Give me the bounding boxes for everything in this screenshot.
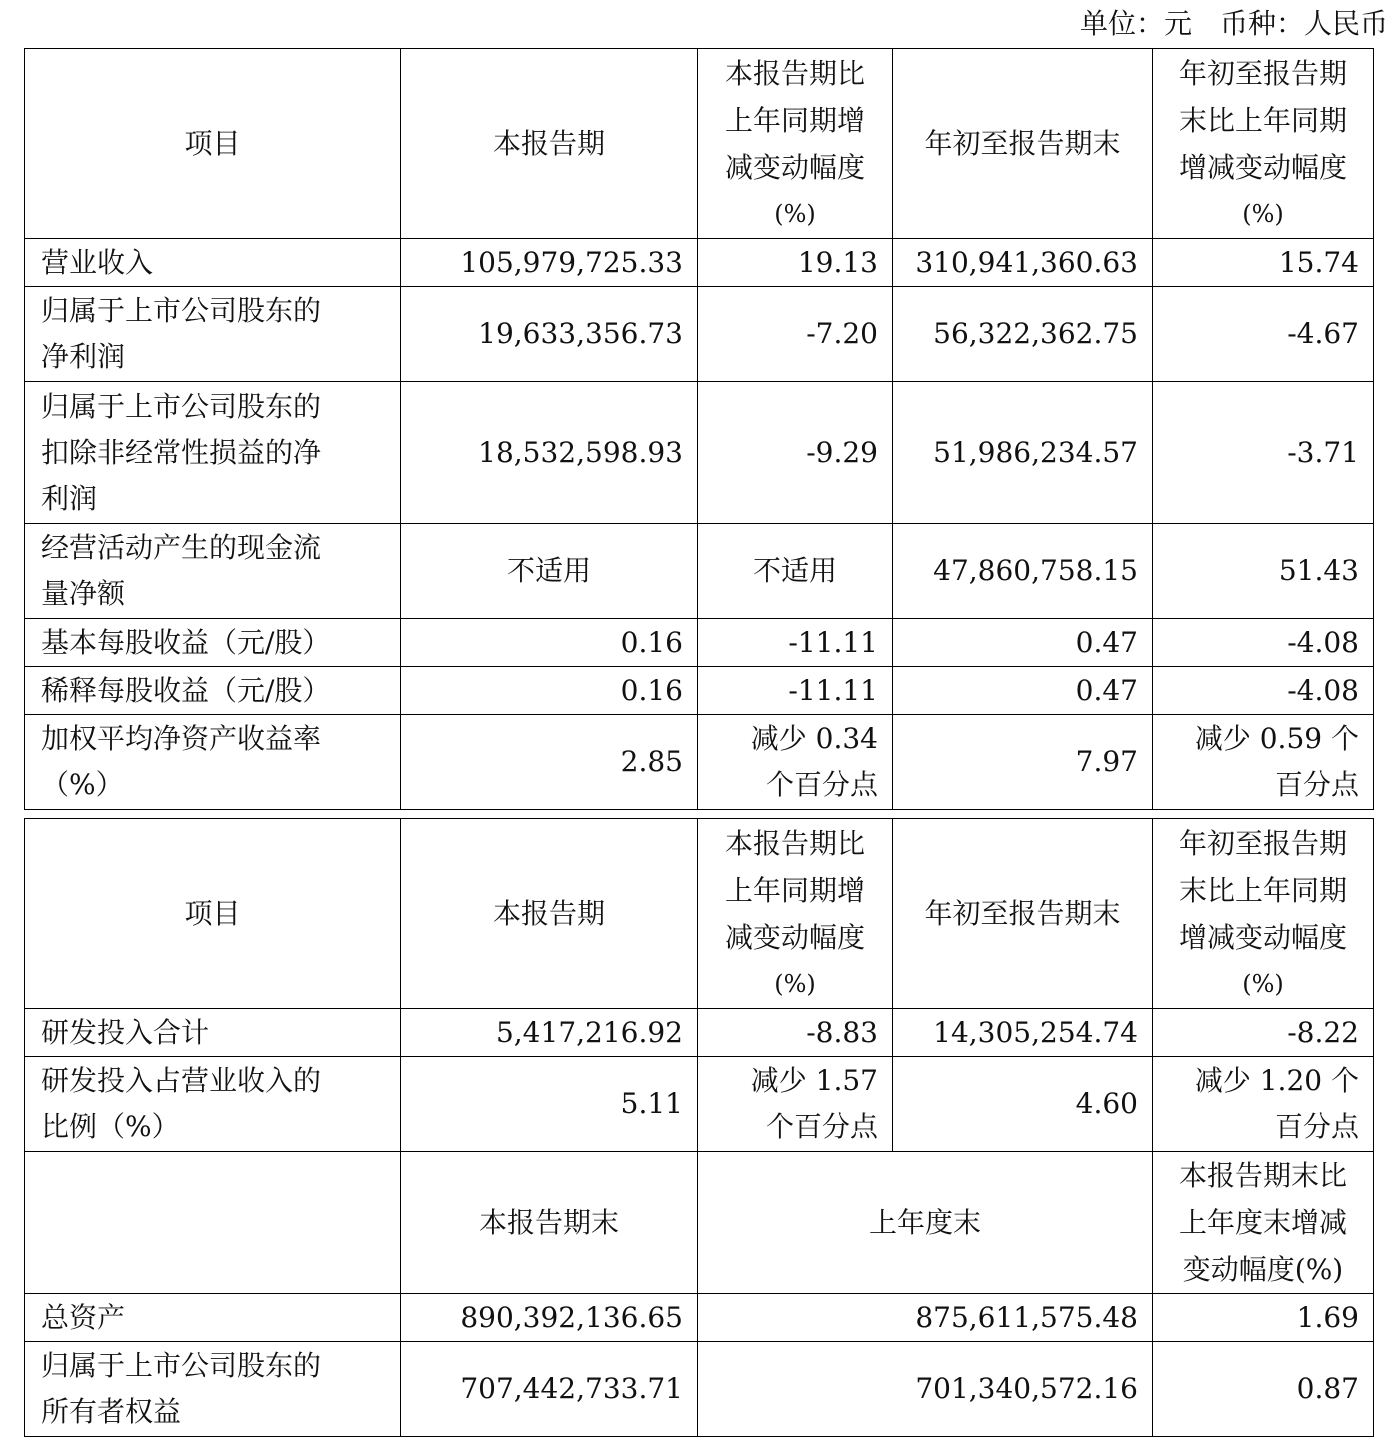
table-row xyxy=(25,1009,1374,1057)
cell-line: 本报告期末比 xyxy=(1178,1159,1347,1192)
current-value xyxy=(401,667,698,715)
cell-value: 本报告期末 xyxy=(478,1206,619,1239)
cell-value: 51,986,234.57 xyxy=(933,435,1138,469)
cell-value: 0.87 xyxy=(1296,1372,1359,1405)
cell-value: 不适用 xyxy=(506,554,591,587)
cell-value: 0.16 xyxy=(620,625,683,659)
ytd-change-value xyxy=(1153,1057,1374,1152)
ytd-change-value xyxy=(1153,715,1374,810)
cell-value: 2.85 xyxy=(620,745,683,778)
ytd-value xyxy=(893,715,1153,810)
unit-currency-note: 单位：元 币种：人民币 xyxy=(1079,7,1388,40)
header-period-end xyxy=(401,1152,698,1294)
cell-line: -8.22 xyxy=(1287,1015,1359,1049)
cell-value: 上年度末 xyxy=(868,1206,981,1239)
cell-line: -4.67 xyxy=(1287,317,1359,350)
current-value xyxy=(401,287,698,382)
cell-line: 归属于上市公司股东的 xyxy=(41,1349,322,1382)
cell-line: 稀释每股收益（元/股） xyxy=(41,673,331,707)
row-label xyxy=(25,382,401,524)
header-prior-year-end xyxy=(698,1152,1153,1294)
cell-line: 归属于上市公司股东的 xyxy=(41,294,322,327)
balance-header-row xyxy=(25,1152,1374,1294)
cell-line: 量净额 xyxy=(41,577,126,610)
row-label xyxy=(25,287,401,382)
cell-value: 0.47 xyxy=(1075,625,1138,659)
cell-value: 1.69 xyxy=(1296,1300,1359,1334)
header-change xyxy=(698,819,893,1009)
cell-line: 年初至报告期 xyxy=(1178,826,1347,860)
header-ytd-change xyxy=(1153,49,1374,239)
cell-line: (%) xyxy=(774,199,816,228)
ytd-value xyxy=(893,619,1153,667)
cell-line: 归属于上市公司股东的 xyxy=(41,389,322,423)
table-row xyxy=(25,667,1374,715)
cell-line: 个百分点 xyxy=(765,768,878,801)
row-label xyxy=(25,715,401,810)
cell-line: 利润 xyxy=(41,481,98,515)
cell-value: 310,941,360.63 xyxy=(915,245,1138,279)
cell-line: 减变动幅度 xyxy=(724,150,865,184)
balance-row xyxy=(25,1342,1374,1437)
current-value xyxy=(401,1009,698,1057)
ytd-value xyxy=(893,239,1153,287)
cell-line: -8.83 xyxy=(806,1015,878,1049)
header-balance-change xyxy=(1153,1152,1374,1294)
cell-line: -9.29 xyxy=(806,435,878,469)
table-row xyxy=(25,715,1374,810)
cell-line: 上年度末增减 xyxy=(1178,1206,1347,1239)
cell-line: 所有者权益 xyxy=(41,1395,182,1428)
cell-value: 875,611,575.48 xyxy=(915,1300,1138,1334)
key-financials-table xyxy=(24,48,1374,810)
cell-line: 上年同期增 xyxy=(724,103,865,137)
cell-line: (%) xyxy=(1242,199,1284,228)
cell-line: 扣除非经常性损益的净 xyxy=(41,435,322,469)
header-row xyxy=(25,819,1374,1009)
cell-line: 本报告期比 xyxy=(724,56,865,90)
cell-value: 5.11 xyxy=(620,1087,683,1120)
row-label xyxy=(25,1294,401,1342)
ytd-change-value xyxy=(1153,239,1374,287)
header-ytd xyxy=(893,819,1153,1009)
cell-value: 项目 xyxy=(184,897,241,930)
row-label xyxy=(25,239,401,287)
cell-line: 减少 1.20 个 xyxy=(1194,1064,1359,1097)
cell-value: 年初至报告期末 xyxy=(924,897,1121,930)
ytd-change-value xyxy=(1153,524,1374,619)
table-row xyxy=(25,382,1374,524)
cell-line: 51.43 xyxy=(1278,554,1359,587)
change-value xyxy=(698,715,893,810)
ytd-change-value xyxy=(1153,287,1374,382)
cell-line: 百分点 xyxy=(1274,1110,1359,1143)
table-row xyxy=(25,619,1374,667)
row-label xyxy=(25,1057,401,1152)
period-end-value xyxy=(401,1342,698,1437)
change-value xyxy=(698,239,893,287)
cell-value: 项目 xyxy=(184,127,241,160)
current-value xyxy=(401,1057,698,1152)
cell-line: 19.13 xyxy=(797,245,878,279)
cell-value: 0.47 xyxy=(1075,673,1138,707)
current-value xyxy=(401,239,698,287)
cell-line: 个百分点 xyxy=(765,1110,878,1143)
prior-year-end-value xyxy=(698,1294,1153,1342)
cell-line: （%） xyxy=(41,768,124,801)
cell-value: 707,442,733.71 xyxy=(460,1372,683,1405)
cell-value: 47,860,758.15 xyxy=(933,554,1138,587)
cell-line: 经营活动产生的现金流 xyxy=(41,531,322,564)
cell-line: 总资产 xyxy=(41,1300,126,1334)
table-row xyxy=(25,287,1374,382)
cell-line: 15.74 xyxy=(1278,245,1359,279)
ytd-change-value xyxy=(1153,619,1374,667)
cell-line: 加权平均净资产收益率 xyxy=(41,722,322,755)
prior-year-end-value xyxy=(698,1342,1153,1437)
cell-line: 研发投入占营业收入的 xyxy=(41,1064,322,1097)
cell-line: (%) xyxy=(774,969,816,998)
header-change xyxy=(698,49,893,239)
cell-value: 4.60 xyxy=(1075,1087,1138,1120)
header-item xyxy=(25,819,401,1009)
ytd-value xyxy=(893,1057,1153,1152)
ytd-value xyxy=(893,1009,1153,1057)
ytd-value xyxy=(893,667,1153,715)
ytd-value xyxy=(893,382,1153,524)
cell-value: 本报告期 xyxy=(492,897,605,930)
cell-value: 890,392,136.65 xyxy=(460,1300,683,1334)
cell-value: 18,532,598.93 xyxy=(478,435,683,469)
cell-value: 年初至报告期末 xyxy=(924,127,1121,160)
cell-line: 年初至报告期 xyxy=(1178,56,1347,90)
cell-line: 末比上年同期 xyxy=(1178,873,1347,907)
cell-line: 减变动幅度 xyxy=(724,920,865,954)
cell-line: 净利润 xyxy=(41,340,126,373)
cell-line: 基本每股收益（元/股） xyxy=(41,625,331,659)
change-value xyxy=(698,382,893,524)
row-label xyxy=(25,619,401,667)
cell-line: 增减变动幅度 xyxy=(1178,150,1347,184)
period-end-value xyxy=(401,1294,698,1342)
cell-line: -3.71 xyxy=(1287,435,1359,469)
current-value xyxy=(401,715,698,810)
cell-line: 上年同期增 xyxy=(724,873,865,907)
cell-line: 变动幅度(%) xyxy=(1182,1253,1344,1286)
ytd-value xyxy=(893,524,1153,619)
cell-line: -4.08 xyxy=(1287,673,1359,707)
change-value xyxy=(698,287,893,382)
cell-line: 不适用 xyxy=(752,554,837,587)
balance-row xyxy=(25,1294,1374,1342)
change-value xyxy=(698,1009,893,1057)
cell-value: 701,340,572.16 xyxy=(915,1372,1138,1405)
header-current-period xyxy=(401,819,698,1009)
cell-value: 105,979,725.33 xyxy=(460,245,683,279)
ytd-change-value xyxy=(1153,382,1374,524)
cell-line: (%) xyxy=(1242,969,1284,998)
cell-line: 增减变动幅度 xyxy=(1178,920,1347,954)
cell-value: 14,305,254.74 xyxy=(933,1015,1138,1049)
row-label xyxy=(25,524,401,619)
cell-line: 减少 0.34 xyxy=(750,722,878,755)
cell-line: 营业收入 xyxy=(41,245,154,279)
table-row xyxy=(25,1057,1374,1152)
current-value xyxy=(401,382,698,524)
balance-change-value xyxy=(1153,1294,1374,1342)
balance-header-blank xyxy=(25,1152,401,1294)
cell-line: -4.08 xyxy=(1287,625,1359,659)
header-ytd xyxy=(893,49,1153,239)
ytd-value xyxy=(893,287,1153,382)
cell-line: 减少 0.59 个 xyxy=(1194,722,1359,755)
cell-value: 本报告期 xyxy=(492,127,605,160)
change-value xyxy=(698,1057,893,1152)
row-label xyxy=(25,1009,401,1057)
cell-line: 比例（%） xyxy=(41,1110,180,1143)
balance-change-value xyxy=(1153,1342,1374,1437)
cell-value: 0.16 xyxy=(620,673,683,707)
cell-line: 末比上年同期 xyxy=(1178,103,1347,137)
ytd-change-value xyxy=(1153,667,1374,715)
cell-value: 19,633,356.73 xyxy=(478,317,683,350)
header-item xyxy=(25,49,401,239)
cell-line: 百分点 xyxy=(1274,768,1359,801)
change-value xyxy=(698,524,893,619)
ytd-change-value xyxy=(1153,1009,1374,1057)
header-current-period xyxy=(401,49,698,239)
cell-value: 7.97 xyxy=(1075,745,1138,778)
row-label xyxy=(25,667,401,715)
change-value xyxy=(698,619,893,667)
cell-line: 减少 1.57 xyxy=(750,1064,878,1097)
table-row xyxy=(25,239,1374,287)
row-label xyxy=(25,1342,401,1437)
header-row xyxy=(25,49,1374,239)
cell-line: -7.20 xyxy=(806,317,878,350)
header-ytd-change xyxy=(1153,819,1374,1009)
current-value xyxy=(401,619,698,667)
table-row xyxy=(25,524,1374,619)
cell-value: 5,417,216.92 xyxy=(495,1015,683,1049)
rd-and-balance-table xyxy=(24,818,1374,1437)
cell-line: 研发投入合计 xyxy=(41,1015,210,1049)
change-value xyxy=(698,667,893,715)
cell-value: 56,322,362.75 xyxy=(933,317,1138,350)
cell-line: -11.11 xyxy=(788,673,878,707)
cell-line: -11.11 xyxy=(788,625,878,659)
cell-line: 本报告期比 xyxy=(724,826,865,860)
current-value xyxy=(401,524,698,619)
